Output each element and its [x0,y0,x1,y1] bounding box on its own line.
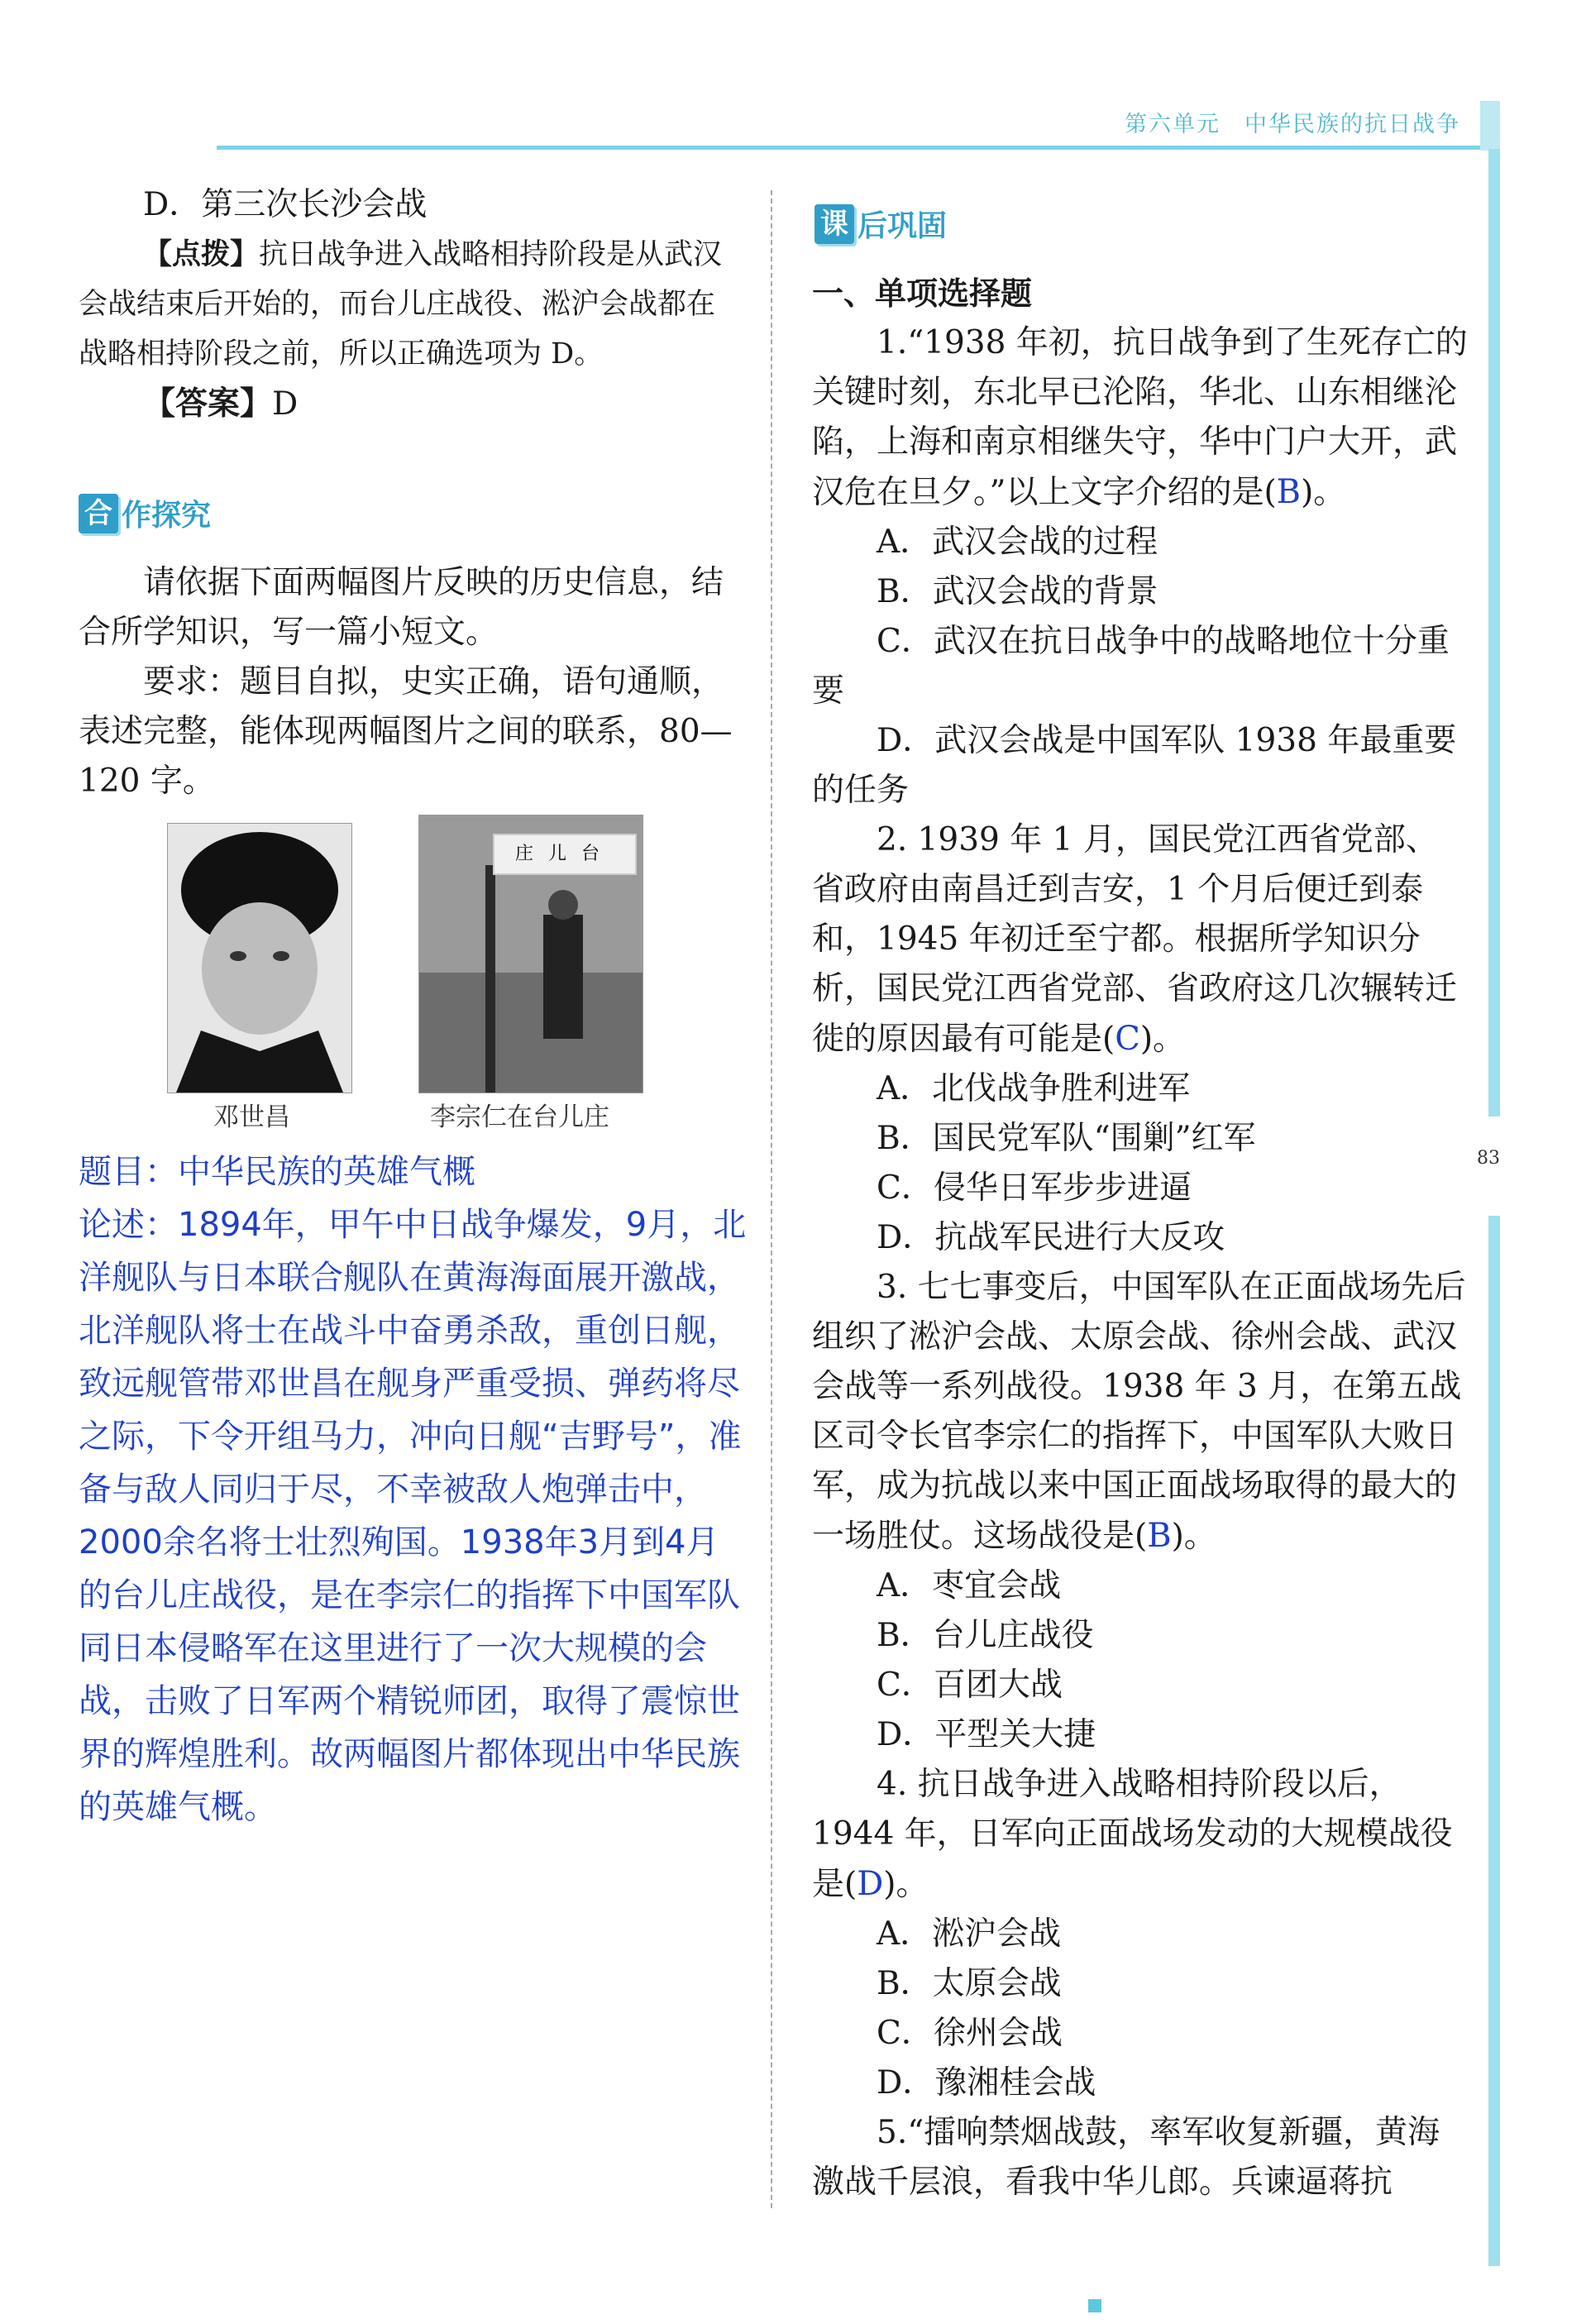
header-rule [217,146,1490,150]
header-tab [1480,101,1500,151]
option-b: B．国民党军队“围剿”红军 [877,1120,1256,1157]
option-b: B．太原会战 [877,1965,1062,2002]
option-b: B．台儿庄战役 [877,1617,1094,1654]
option-b: B．武汉会战的背景 [877,573,1158,610]
question-4 [812,1760,1469,1910]
question-end: )。 [1301,474,1346,511]
section-header-review [814,203,947,245]
option-a: A．北伐战争胜利进军 [877,1070,1191,1107]
section-title: 作探究 [122,499,212,533]
option-d: D．豫湘桂会战 [877,2064,1096,2102]
hint-label: 【点拨】 [143,237,260,271]
part-title: 一、单项选择题 [812,275,1033,312]
option-a: A．枣宜会战 [877,1567,1062,1604]
option-a: A．武汉会战的过程 [877,524,1158,561]
question-stem: 1.“1938 年初，抗日战争到了生死存亡的关键时刻，东北早已沦陷，华北、山东相继沦陷，上海和南京相继失守，华中门户大开，武汉危在旦夕。”以上文字介绍的是( [812,324,1468,511]
answer-line [79,379,740,429]
section-title: 后巩固 [857,209,948,243]
answer-mark: B [1147,1517,1172,1555]
question-stem: 4. 抗日战争进入战略相持阶段以后，1944 年，日军向正面战场发动的大规模战役是( [812,1766,1453,1903]
option-d: D．第三次长沙会战 [143,186,428,223]
option-d: D．平型关大捷 [877,1716,1096,1753]
section-icon: 合 [79,494,118,533]
right-column [812,269,1469,2207]
option-c: C．武汉在抗日战争中的战略地位十分重要 [812,623,1450,710]
hint-text: 抗日战争进入战略相持阶段是从武汉会战结束后开始的，而台儿庄战役、淞沪会战都在战略相持阶段之前，所以正确选项为 D。 [79,238,723,371]
essay-title: 题目：中华民族的英雄气概 [79,1153,475,1191]
option-c: C．徐州会战 [877,2015,1063,2052]
section-icon: 课 [814,204,854,244]
option-d: D．武汉会战是中国军队 1938 年最重要的任务 [812,722,1457,809]
question-stem: 2. 1939 年 1 月，国民党江西省党部、省政府由南昌迁到吉安，1 个月后便迁到泰和，1945 年初迁至宁都。根据所学知识分析，国民党江西省党部、省政府这几次辗转迁徙的原因最有可能是( [812,821,1458,1058]
caption-deng-shichang: 邓世昌 [213,1102,290,1132]
unit-header: 第六单元 中华民族的抗日战争 [1125,112,1460,137]
page-number: 83 [1477,1148,1500,1169]
essay-answer [79,1145,748,1834]
left-column-top [79,180,740,429]
prompt-text: 请依据下面两幅图片反映的历史信息，结合所学知识，写一篇小短文。 [79,564,724,651]
hint-paragraph [79,230,740,379]
requirement-text: 要求：题目自拟，史实正确，语句通顺，表述完整，能体现两幅图片之间的联系，80—120 字。 [79,663,733,800]
essay-body: 论述：1894年，甲午中日战争爆发，9月，北洋舰队与日本联合舰队在黄海海面展开激战，北洋舰队将士在战斗中奋勇杀敌，重创日舰，致远舰管带邓世昌在舰身严重受损、弹药将尽之际，下令开组马力，冲向日舰“吉野号”，准备与敌人同归于尽，不幸被敌人炮弹击中，2000余名将士壮烈殉国。1938年3月到4月的台儿庄战役，是在李宗仁的指挥下中国军队同日本侵略军在这里进行了一次大规模的会战，击败了日军两个精锐师团，取得了震惊世界的辉煌胜利。故两幅图片都体现出中华民族的英雄气概。 [79,1206,747,1826]
answer-mark: B [1276,473,1302,511]
answer-label: 【答案】 [143,385,273,423]
sign-board: 庄儿台 [493,834,637,875]
option-c: C．百团大战 [877,1666,1063,1704]
question-1 [812,318,1469,518]
answer-mark: C [1115,1020,1140,1058]
question-5: 5.“擂响禁烟战鼓，率军收复新疆，黄海激战千层浪，看我中华儿郎。兵谏逼蒋抗 [812,2114,1440,2201]
option-c: C．侵华日军步步进逼 [877,1169,1192,1207]
caption-li-zongren: 李宗仁在台儿庄 [430,1102,609,1132]
answer-value: D [272,385,299,423]
question-end: )。 [883,1866,929,1903]
portrait-illustration [168,824,351,1093]
photo-deng-shichang [167,823,352,1093]
left-column-prompt [79,558,740,806]
option-a: A．淞沪会战 [877,1915,1062,1953]
option-d: D．抗战军民进行大反攻 [877,1219,1225,1256]
question-2 [812,815,1469,1064]
bottom-mark [1088,2299,1101,2312]
question-end: )。 [1139,1021,1186,1058]
question-end: )。 [1171,1518,1216,1555]
section-header-cooperate [79,492,211,534]
column-divider [771,190,772,2208]
question-3 [812,1263,1469,1561]
answer-mark: D [857,1865,884,1903]
question-stem: 3. 七七事变后，中国军队在正面战场先后组织了淞沪会战、太原会战、徐州会战、武汉会战等一系列战役。1938 年 3 月，在第五战区司令长官李宗仁的指挥下，中国军队大败日军，成为抗战以来中国正面战场取得的最大的一场胜仗。这场战役是( [812,1269,1466,1555]
